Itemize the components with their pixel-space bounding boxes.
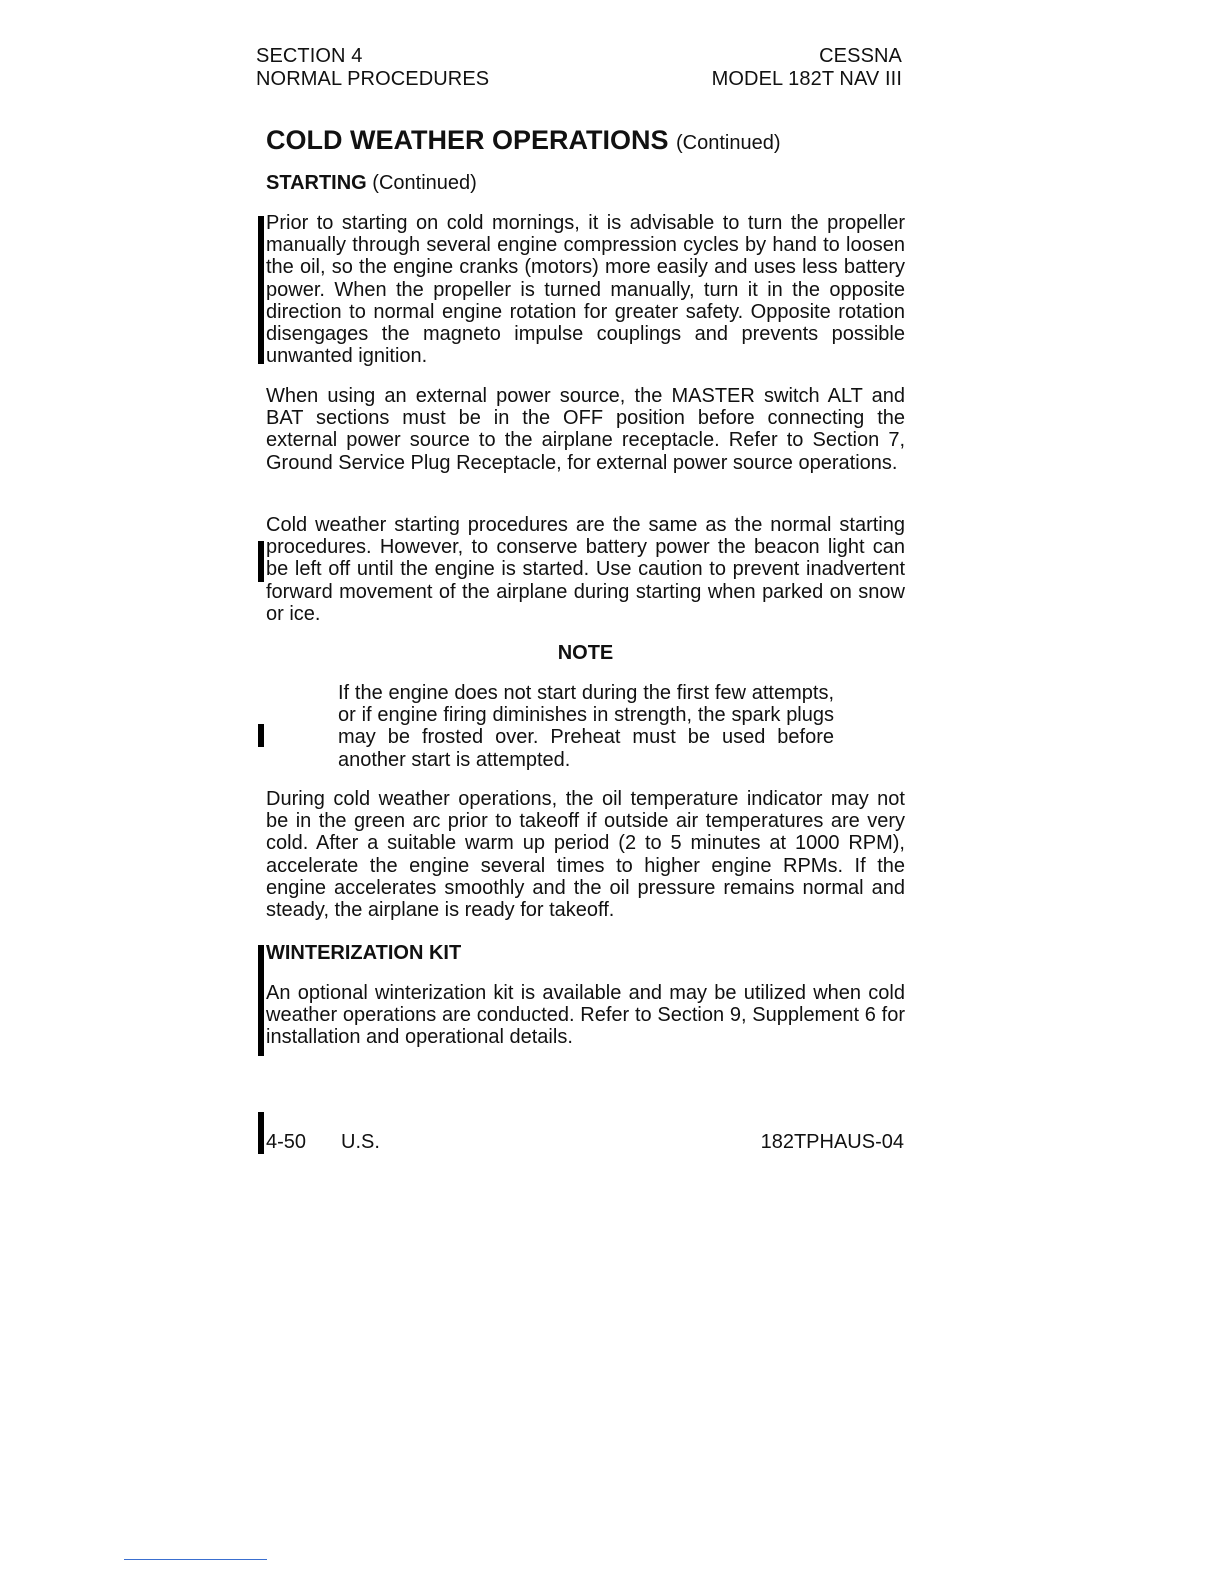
header-right — [712, 45, 902, 91]
page-title — [266, 124, 781, 159]
revision-bar — [258, 1112, 264, 1154]
starting-heading — [266, 171, 477, 195]
starting-heading-label: STARTING — [266, 172, 367, 194]
revision-bar — [258, 541, 264, 582]
paragraph-starting-procedures: Cold weather starting procedures are the same as the normal starting procedures. However, to conserve battery power the beacon light can be left off until the engine is started. Use caution to prevent inadvertent forward movement of the airplane during starting when parked on snow or ice. — [266, 514, 905, 625]
region-code: U.S. — [341, 1131, 380, 1153]
note-text: If the engine does not start during the first few attempts, or if engine firing diminishes in strength, the spark plugs may be frosted over. Preheat must be used before another start is attempted. — [338, 682, 834, 771]
document-number: 182TPHAUS-04 — [760, 1131, 904, 1153]
revision-bar — [258, 945, 264, 1056]
page-title-main: COLD WEATHER OPERATIONS — [266, 125, 669, 155]
paragraph-oil-temperature: During cold weather operations, the oil temperature indicator may not be in the green arc prior to takeoff if outside air temperatures are very cold. After a suitable warm up period (2 to 5 minutes at 1000 RPM), accelerate the engine several times to higher engine RPMs. If the engine accelerates smoothly and the oil pressure remains normal and steady, the airplane is ready for takeoff. — [266, 788, 905, 922]
winterization-heading: WINTERIZATION KIT — [266, 942, 462, 964]
note-heading: NOTE — [557, 642, 614, 664]
page-number: 4-50 — [266, 1131, 307, 1153]
header-left — [256, 45, 489, 91]
revision-bar — [258, 724, 264, 747]
section-title: NORMAL PROCEDURES — [256, 68, 490, 90]
starting-heading-continued: (Continued) — [372, 172, 477, 194]
section-number: SECTION 4 — [256, 45, 363, 67]
paragraph-external-power: When using an external power source, the MASTER switch ALT and BAT sections must be in the OFF position before connecting the external power source to the airplane receptacle. Refer to Section 7, Ground Service Plug Receptacle, for external power source operations. — [266, 385, 905, 474]
model-name: MODEL 182T NAV III — [711, 68, 902, 90]
bottom-divider — [124, 1559, 267, 1560]
manufacturer: CESSNA — [819, 45, 902, 67]
revision-bar — [258, 216, 264, 364]
paragraph-propeller: Prior to starting on cold mornings, it is advisable to turn the propeller manually through several engine compression cycles by hand to loosen the oil, so the engine cranks (motors) more easily and uses less battery power. When the propeller is turned manually, turn it in the opposite direction to normal engine rotation for greater safety. Opposite rotation disengages the magneto impulse couplings and prevents possible unwanted ignition. — [266, 212, 905, 368]
paragraph-winterization: An optional winterization kit is available and may be utilized when cold weather operations are conducted. Refer to Section 9, Supplement 6 for installation and operational details. — [266, 982, 905, 1049]
page-title-continued: (Continued) — [676, 132, 781, 154]
